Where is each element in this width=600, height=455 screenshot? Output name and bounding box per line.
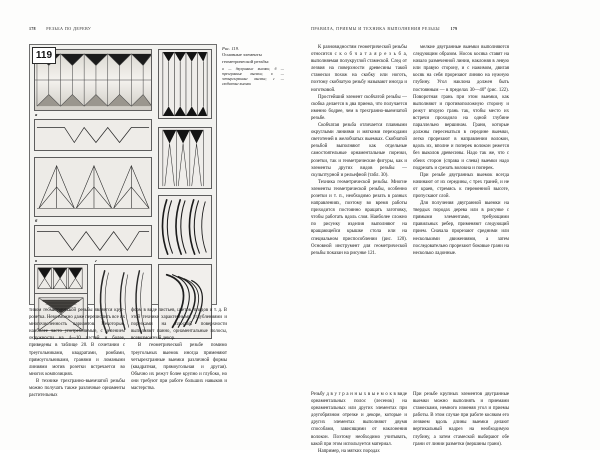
paragraph: Скобчатая резьба отличается плавными округлыми линиями и мягкими переходами светотеней в желобчатых выемках. Скобчатой резьбой выполняют как отдельные самостоятельные орнаментальные порезки, розетки, так и геометрические фигуры, как и элементы других видов резьбы — скульптурной и рельефной (табл. 30). <box>311 123 407 178</box>
figure-panel-label-b: б <box>35 218 38 223</box>
text-column-2 <box>131 307 227 392</box>
folio-left: 178 <box>29 26 36 31</box>
running-head-left <box>29 26 91 31</box>
paragraph: В геометрической резьбе помимо треугольных выемок иногда применяют четырехгранные выемки различной формы (квадратная, прямоугольная и другая). Обычно их режут более крупно и глубоко, но они требуют при работе больших навыков и мастерства. <box>131 343 227 392</box>
text-column-3-bottom <box>311 391 407 455</box>
figure-caption-legend: а — двугранные выемки; б — трехгранные выемки; в — четырехгранные выемки; г — скобчатые выемки <box>222 67 284 87</box>
paragraph: Для получения двугранной выемки на твердых породах дерева или в рисунке с прямыми элементами, требующими правильных ребер, применяют следующий прием. Сначала прорезают средними или несколькими движениями, а затем последовательно прорезают боковые грани на несколько ладонные. <box>413 201 509 256</box>
paragraph: Например, на мягких породах <box>318 448 380 454</box>
running-head-left-title: РЕЗЬБА ПО ДЕРЕВУ <box>46 26 92 31</box>
text-column-4-bottom <box>413 391 509 448</box>
figure-panel-a-detail <box>158 49 212 119</box>
paragraph: Резьбу д в у г р а н н ы х в ы е м о к в виде орнаментальных полос (лесенок) на орнаментальных или других элементах при доугобрязном отрезке и декоре, которые и других элементах выполняют двумя способами, зависящими от наклонения волокон. Поэтому необходимо учитывать, какой при этом используется материал. <box>311 392 407 447</box>
figure-panel-label-c: в <box>35 258 38 263</box>
paragraph: Техника геометрической резьбы. Многие элементы геометрической резьбы, особенно розетки и т. п., необходимо резать в разных направлениях, поэтому во время работы приходится постоянно вращать заготовку, чтобы работать вдоль слоя. Наиболее сложно по рисунку изделия выполняют на вращающейся крышке стола или на специальном приспособлении (рис. 120). Основной инструмент для геометрической резьбы показан на рисунке 121. <box>311 179 407 256</box>
paragraph: тивом геометрической резьбы является круг-розетка. Невозможно даже перечислить все их многочисленность вариантов. Некоторые, наиболее часто употребляемые, с делением окружности на 4—10 частей и более, приведены в таблице 20. В сочетании с треугольниками, квадратами, ромбами, прямоугольниками, гранями и ломаными линиями мотив розетки встречается во многих композициях. <box>29 308 125 377</box>
paragraph: Простейший элемент скобчатой резьбы — скобка делается в два приема, что получается именно бодрее, чем в трехгранно-выемчатой резьбе. <box>311 94 407 121</box>
running-head-right <box>311 26 457 31</box>
figure-panel-d-detail <box>158 195 212 259</box>
text-column-1 <box>29 307 125 399</box>
paragraph: При резьбе крупных элементов двугранные выемки можно выполнять и приемами стамесками, немного изменяя угол и приемы работы. В этом случае при работе косяком его лезвием вдоль длины выемки делают вертикальный надрез на необходимую глубину, а затем стамеской выбирают обе грани от линии разметки (вершины грани). <box>413 392 509 447</box>
figure-number-badge: 119 <box>32 47 56 64</box>
paragraph: форм в виде листьев, цветов, плодов и т. д. В этой технике характерными углублениями и порезками на плоской поверхности выполняют панно, орнаментальные полосы, всевозможный декор. <box>131 308 227 342</box>
paragraph: К разновидностям геометрической резьбы относится с к о б ч а т а я р е з ь б а, выполняемая полукруглой стамеской. След от лезвия на поверхности древесины такой стамески похож на скобку или ноготь, поэтому скобчатую резьбу называют иногда и ноготковой. <box>311 45 407 93</box>
figure-panel-label-a: а <box>35 112 38 117</box>
figure-panel-label-d: г <box>95 258 97 263</box>
figure-panel-b-main <box>34 157 152 217</box>
paragraph: При резьбе двугранных выемок всегда начинают от их середины, с трех граней, и не от краев, стремясь к переменной высоте, пропускают слой. <box>413 172 509 199</box>
paragraph: мелкие двугранные выемки выполняются следующим образом. Носок косяка ставят на начало размеченной линии, наклоняя в левую или правую сторону, и с нажимом, двигая косяк на себя прорезают линию на нужную глубину. Угол наклона должен быть постоянным — в пределах 30—40° (рис. 122). Поворотная грань при этом выемки, как выполняют и противоположную сторону и режут вторую грань так, чтобы место их встречи проходило на одной глубине параллельно вершинам. Грани, которые должны пересекаться в середине выемки, легко прорезают в направлении волокон, вдоль их, вполне и поперек волокон режется без выколов древесины. Надо так же, что с обеих сторон (справа и слева) выемки надо подрезать и срезать волокна и поперек. <box>413 45 509 171</box>
figure-119 <box>29 44 217 305</box>
figure-panel-b-profile <box>34 225 152 257</box>
figure-caption <box>222 46 284 87</box>
figure-caption-number: Рис. 119. <box>222 46 240 51</box>
figure-panel-b-detail <box>158 127 212 189</box>
paragraph: В технике трехгранно-выемчатой резьбы можно получать также различные орнаменты растительных <box>29 378 125 399</box>
text-column-4 <box>413 44 509 257</box>
folio-right: 179 <box>450 26 458 31</box>
figure-panel-a-profile <box>34 119 152 151</box>
text-column-3 <box>311 44 407 257</box>
figure-caption-title: Основные элементы геометрической резьбы: <box>222 52 270 64</box>
running-head-right-title: ПРАВИЛА, ПРИЕМЫ И ТЕХНИКА ВЫПОЛНЕНИЯ РЕЗЬБЫ <box>311 26 441 31</box>
